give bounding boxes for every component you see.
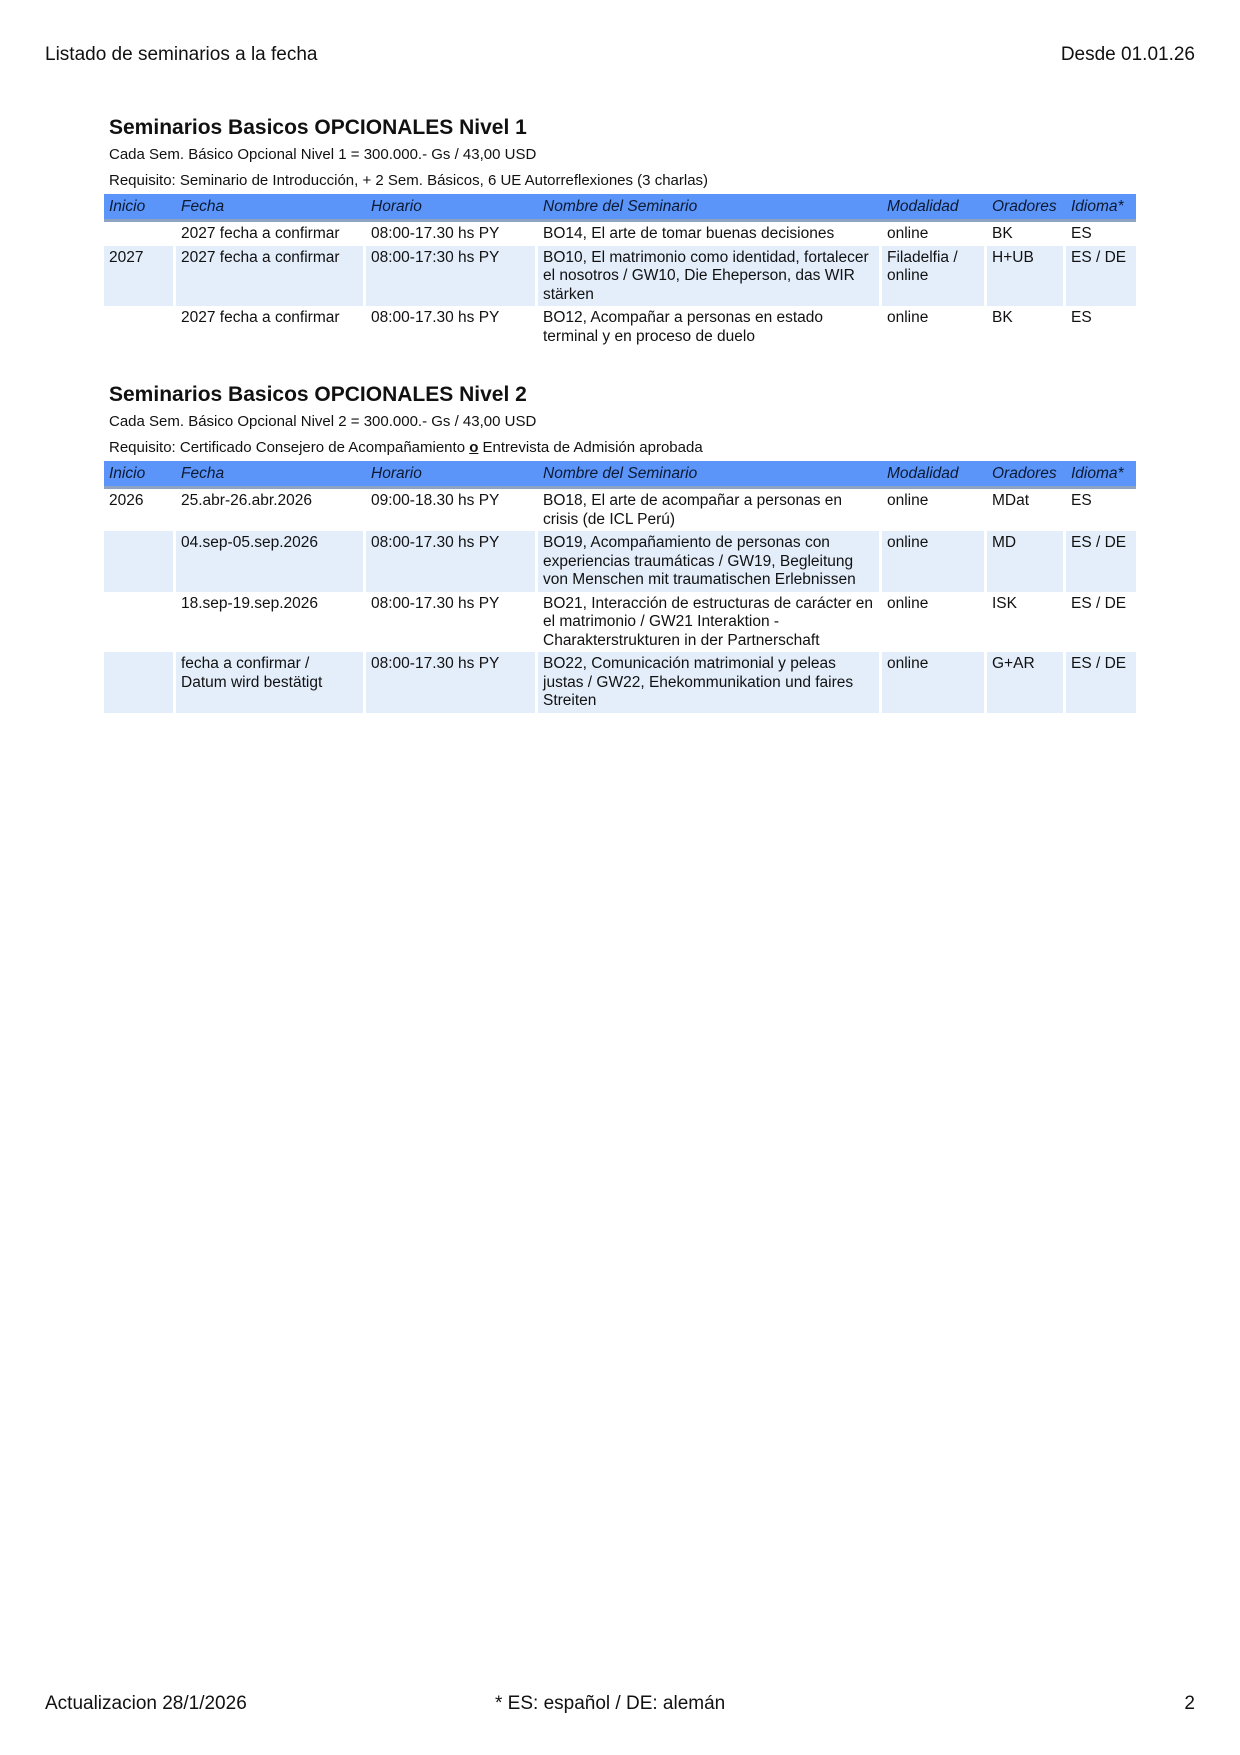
requirement-text: Requisito: Certificado Consejero de Acompañamiento [109, 439, 470, 456]
cell-horario: 08:00-17:30 hs PY [366, 246, 538, 307]
cell-fecha: 04.sep-05.sep.2026 [176, 531, 366, 592]
cell-inicio: 2026 [109, 492, 144, 509]
requirement-text: Entrevista de Admisión aprobada [478, 439, 703, 456]
cell-nombre: BO18, El arte de acompañar a personas en crisis (de ICL Perú) [543, 492, 842, 528]
table-row [104, 222, 1136, 246]
cell-horario: 09:00-18.30 hs PY [371, 492, 500, 509]
section-nivel-1 [104, 114, 1136, 348]
cell-fecha: fecha a confirmar / Datum wird bestätigt [176, 652, 366, 713]
cell-nombre: BO10, El matrimonio como identidad, fortalecer el nosotros / GW10, Die Eheperson, das WIR stärken [538, 246, 882, 307]
col-modalidad: Modalidad [882, 461, 987, 489]
cell-oradores: BK [992, 225, 1013, 242]
col-modalidad: Modalidad [882, 194, 987, 222]
cell-modalidad: online [887, 225, 929, 242]
cell-inicio [104, 306, 176, 348]
cell-modalidad: Filadelfia / online [882, 246, 987, 307]
cell-nombre: BO12, Acompañar a personas en estado terminal y en proceso de duelo [543, 309, 824, 345]
cell-nombre: BO14, El arte de tomar buenas decisiones [543, 225, 835, 242]
cell-horario: 08:00-17.30 hs PY [366, 531, 538, 592]
table-row [104, 489, 1136, 531]
cell-modalidad: online [887, 492, 929, 509]
requirement-note: Requisito: Seminario de Introducción, + 2 Sem. Básicos, 6 UE Autorreflexiones (3 charlas) [109, 172, 709, 189]
cell-oradores: G+AR [987, 652, 1066, 713]
section-title: Seminarios Basicos OPCIONALES Nivel 2 [109, 383, 527, 406]
cell-idioma: ES [1071, 225, 1092, 242]
col-oradores: Oradores [987, 461, 1066, 489]
col-inicio: Inicio [104, 461, 176, 489]
table-row [104, 592, 1136, 653]
cell-modalidad: online [887, 594, 929, 612]
seminar-table [104, 461, 1136, 713]
cell-fecha: 2027 fecha a confirmar [181, 225, 340, 242]
cell-nombre: BO22, Comunicación matrimonial y peleas justas / GW22, Ehekommunikation und faires Streiten [538, 652, 882, 713]
page-footer [45, 1693, 1195, 1717]
cell-idioma: ES / DE [1066, 531, 1136, 592]
cell-modalidad: online [882, 652, 987, 713]
col-oradores: Oradores [987, 194, 1066, 222]
cell-horario: 08:00-17.30 hs PY [371, 225, 500, 242]
page-number: 2 [1184, 1693, 1195, 1714]
section-nivel-2 [104, 381, 1136, 713]
cell-horario: 08:00-17.30 hs PY [366, 652, 538, 713]
col-inicio: Inicio [104, 194, 176, 222]
page-header [45, 44, 1195, 68]
table-row [104, 652, 1136, 713]
col-nombre: Nombre del Seminario [538, 194, 882, 222]
cell-idioma: ES / DE [1066, 652, 1136, 713]
table-row [104, 306, 1136, 348]
cell-fecha: 2027 fecha a confirmar [176, 246, 366, 307]
cell-oradores: BK [992, 309, 1013, 326]
table-header-row [104, 194, 1136, 222]
cell-horario: 08:00-17.30 hs PY [371, 594, 500, 612]
cell-fecha: 25.abr-26.abr.2026 [181, 492, 312, 509]
cell-inicio [104, 652, 176, 713]
cell-inicio: 2027 [104, 246, 176, 307]
cell-nombre: BO21, Interacción de estructuras de carácter en el matrimonio / GW21 Interaktion - Charakterstrukturen in der Partnerschaft [543, 594, 873, 649]
col-fecha: Fecha [176, 461, 366, 489]
col-horario: Horario [366, 194, 538, 222]
cell-oradores: H+UB [987, 246, 1066, 307]
cell-oradores: MD [987, 531, 1066, 592]
update-date: Actualizacion 28/1/2026 [45, 1693, 247, 1714]
seminar-table [104, 194, 1136, 348]
cell-idioma: ES / DE [1066, 246, 1136, 307]
section-title: Seminarios Basicos OPCIONALES Nivel 1 [109, 116, 527, 139]
cell-modalidad: online [882, 531, 987, 592]
cell-idioma: ES [1071, 492, 1092, 509]
cell-horario: 08:00-17.30 hs PY [371, 309, 500, 326]
requirement-or: o [469, 439, 479, 456]
cell-fecha: 18.sep-19.sep.2026 [181, 594, 319, 612]
cell-modalidad: online [887, 309, 929, 326]
since-date: Desde 01.01.26 [1060, 44, 1195, 65]
requirement-note [104, 435, 1136, 461]
price-note: Cada Sem. Básico Opcional Nivel 2 = 300.000.- Gs / 43,00 USD [109, 413, 537, 430]
col-idioma: Idioma* [1066, 194, 1136, 222]
col-nombre: Nombre del Seminario [538, 461, 882, 489]
cell-inicio [104, 222, 176, 246]
cell-oradores: MDat [992, 492, 1030, 509]
cell-inicio [104, 592, 176, 653]
cell-fecha: 2027 fecha a confirmar [181, 309, 340, 326]
col-fecha: Fecha [176, 194, 366, 222]
language-legend: * ES: español / DE: alemán [495, 1693, 726, 1714]
table-row [104, 246, 1136, 307]
cell-idioma: ES / DE [1071, 594, 1127, 612]
table-row [104, 531, 1136, 592]
cell-inicio [104, 531, 176, 592]
cell-nombre: BO19, Acompañamiento de personas con experiencias traumáticas / GW19, Begleitung von Menschen mit traumatischen Erlebnissen [538, 531, 882, 592]
table-header-row [104, 461, 1136, 489]
cell-oradores: ISK [992, 594, 1017, 612]
document-title: Listado de seminarios a la fecha [45, 44, 318, 65]
col-idioma: Idioma* [1066, 461, 1136, 489]
cell-idioma: ES [1071, 309, 1092, 326]
col-horario: Horario [366, 461, 538, 489]
price-note: Cada Sem. Básico Opcional Nivel 1 = 300.000.- Gs / 43,00 USD [109, 146, 537, 163]
